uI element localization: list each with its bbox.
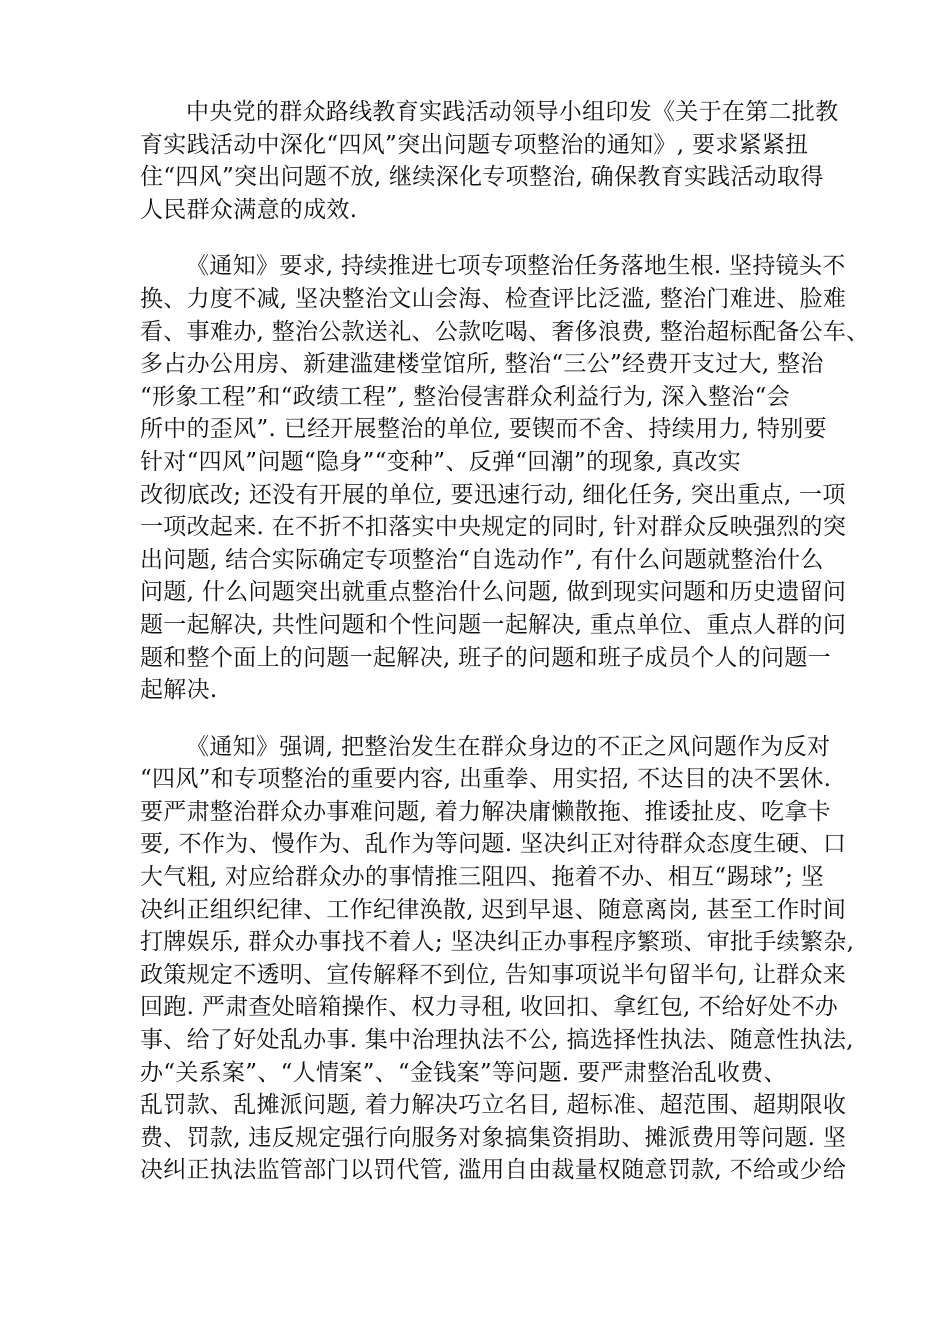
text-line: 题一起解决, 共性问题和个性问题一起解决, 重点单位、重点人群的问	[140, 611, 847, 638]
text-line: 一项改起来. 在不折不扣落实中央规定的同时, 针对群众反映强烈的突	[140, 514, 847, 541]
text-line: 回跑. 严肃查处暗箱操作、权力寻租, 收回扣、拿红包, 不给好处不办	[140, 994, 839, 1021]
text-line: 育实践活动中深化“四风”突出问题专项整治的通知》, 要求紧紧扭	[140, 131, 809, 158]
text-line: 政策规定不透明、宣传解释不到位, 告知事项说半句留半句, 让群众来	[140, 961, 847, 988]
text-line: 题和整个面上的问题一起解决, 班子的问题和班子成员个人的问题一	[140, 644, 831, 671]
text-line: 出问题, 结合实际确定专项整治“自选动作”, 有什么问题就整治什么	[140, 546, 824, 573]
text-line: 决纠正组织纪律、工作纪律涣散, 迟到早退、随意离岗, 甚至工作时间	[140, 896, 847, 923]
text-line: 要, 不作为、慢作为、乱作为等问题. 坚决纠正对待群众态度生硬、口	[140, 831, 847, 858]
text-line: 费、罚款, 违反规定强行向服务对象搞集资捐助、摊派费用等问题. 坚	[140, 1124, 847, 1151]
text-line: 乱罚款、乱摊派问题, 着力解决巧立名目, 超标准、超范围、超期限收	[140, 1092, 847, 1119]
text-line: 换、力度不减, 坚决整治文山会海、检查评比泛滥, 整治门难进、脸难	[140, 285, 847, 312]
paragraph-3	[140, 731, 855, 1187]
text-line: 事、给了好处乱办事. 集中治理执法不公, 搞选择性执法、随意性执法,	[140, 1027, 854, 1054]
paragraph-2	[140, 250, 870, 706]
text-line: 打牌娱乐, 群众办事找不着人; 坚决纠正办事程序繁琐、审批手续繁杂,	[140, 929, 855, 956]
text-line: “四风”和专项整治的重要内容, 出重拳、用实招, 不达目的决不罢休.	[140, 766, 832, 793]
text-line: 办“关系案”、“人情案”、“金钱案”等问题. 要严肃整治乱收费、	[140, 1059, 787, 1086]
text-line: 看、事难办, 整治公款送礼、公款吃喝、奢侈浪费, 整治超标配备公车、	[140, 318, 870, 345]
text-line: 所中的歪风”. 已经开展整治的单位, 要锲而不舍、持续用力, 特别要	[140, 416, 827, 443]
text-line: 人民群众满意的成效.	[140, 196, 358, 223]
text-line: 要严肃整治群众办事难问题, 着力解决庸懒散拖、推诿扯皮、吃拿卡	[140, 798, 831, 825]
text-line: 多占办公用房、新建滥建楼堂馆所, 整治“三公”经费开支过大, 整治	[140, 351, 824, 378]
text-line: 中央党的群众路线教育实践活动领导小组印发《关于在第二批教	[186, 99, 839, 125]
paragraph-1	[140, 96, 839, 226]
text-line: 问题, 什么问题突出就重点整治什么问题, 做到现实问题和历史遗留问	[140, 579, 847, 606]
text-line: 大气粗, 对应给群众办的事情推三阻四、拖着不办、相互“踢球”; 坚	[140, 864, 825, 891]
text-line: 《通知》要求, 持续推进七项专项整治任务落地生根. 坚持镜头不	[186, 253, 846, 280]
document-body	[140, 96, 870, 1211]
text-line: 改彻底改; 还没有开展的单位, 要迅速行动, 细化任务, 突出重点, 一项	[140, 481, 846, 508]
text-line: “形象工程”和“政绩工程”, 整治侵害群众利益行为, 深入整治“会	[140, 383, 790, 410]
text-line: 住“四风”突出问题不放, 继续深化专项整治, 确保教育实践活动取得	[140, 164, 824, 191]
text-line: 决纠正执法监管部门以罚代管, 滥用自由裁量权随意罚款, 不给或少给	[140, 1157, 847, 1184]
text-line: 起解决.	[140, 677, 218, 704]
text-line: 《通知》强调, 把整治发生在群众身边的不正之风问题作为反对	[186, 733, 831, 760]
text-line: 针对“四风”问题“隐身”“变种”、反弹“回潮”的现象, 真改实	[140, 448, 741, 475]
